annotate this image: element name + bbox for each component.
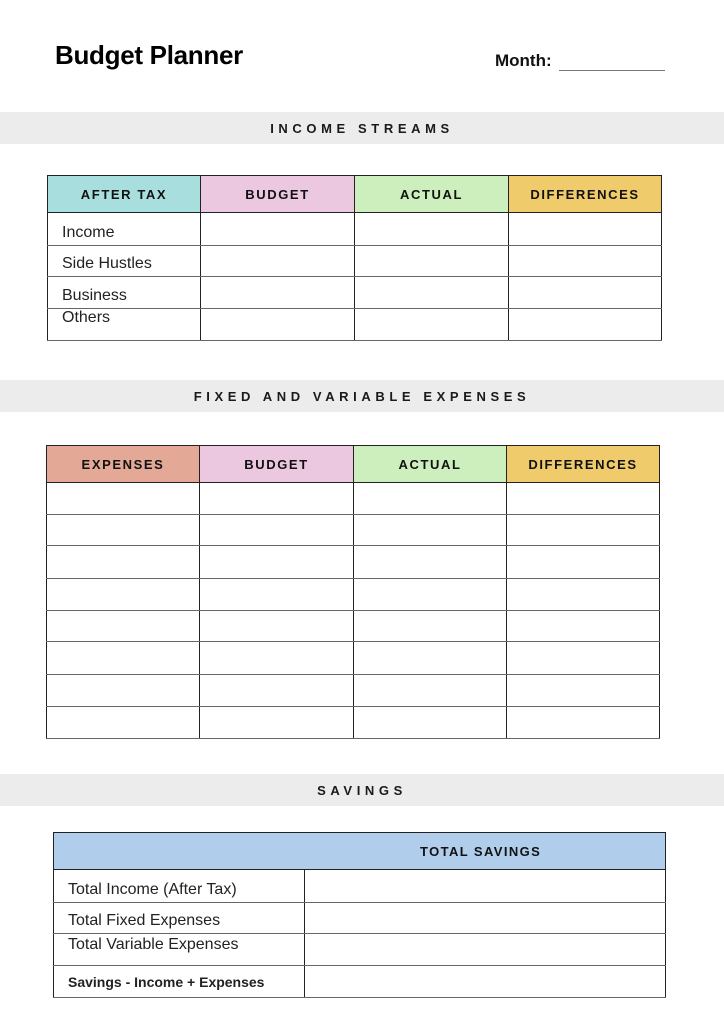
row-label-business: Business	[48, 277, 201, 309]
budget-cell[interactable]	[201, 309, 355, 341]
expense-name-cell[interactable]	[47, 483, 200, 515]
row-label-total-fixed-expenses: Total Fixed Expenses	[54, 903, 305, 934]
column-header-differences: DIFFERENCES	[507, 446, 660, 483]
expense-name-cell[interactable]	[47, 546, 200, 579]
differences-cell[interactable]	[507, 642, 660, 675]
income-header-row	[48, 176, 662, 213]
total-variable-expenses-value-cell[interactable]	[305, 934, 666, 966]
total-income-value-cell[interactable]	[305, 870, 666, 903]
column-header-actual: ACTUAL	[355, 176, 509, 213]
table-row	[47, 546, 660, 579]
budget-cell[interactable]	[201, 277, 355, 309]
actual-cell[interactable]	[355, 213, 509, 246]
differences-cell[interactable]	[507, 707, 660, 739]
actual-cell[interactable]	[354, 546, 507, 579]
table-row	[48, 309, 662, 341]
table-row	[48, 246, 662, 277]
differences-cell[interactable]	[509, 246, 662, 277]
expense-name-cell[interactable]	[47, 675, 200, 707]
expense-name-cell[interactable]	[47, 707, 200, 739]
row-label-total-variable-expenses: Total Variable Expenses	[54, 934, 305, 966]
differences-cell[interactable]	[507, 515, 660, 546]
budget-cell[interactable]	[200, 483, 354, 515]
income-table	[47, 175, 662, 341]
table-row	[47, 642, 660, 675]
savings-table	[53, 832, 666, 998]
budget-cell[interactable]	[200, 707, 354, 739]
table-row	[54, 934, 666, 966]
table-row	[47, 579, 660, 611]
column-header-after-tax: AFTER TAX	[48, 176, 201, 213]
expense-name-cell[interactable]	[47, 611, 200, 642]
actual-cell[interactable]	[355, 277, 509, 309]
expense-name-cell[interactable]	[47, 579, 200, 611]
expense-name-cell[interactable]	[47, 515, 200, 546]
expenses-header-row	[47, 446, 660, 483]
table-row	[54, 903, 666, 934]
row-label-savings-formula: Savings - Income + Expenses	[54, 966, 305, 998]
actual-cell[interactable]	[354, 515, 507, 546]
total-fixed-expenses-value-cell[interactable]	[305, 903, 666, 934]
column-header-differences: DIFFERENCES	[509, 176, 662, 213]
differences-cell[interactable]	[507, 675, 660, 707]
actual-cell[interactable]	[354, 707, 507, 739]
actual-cell[interactable]	[355, 246, 509, 277]
budget-cell[interactable]	[200, 611, 354, 642]
column-header-budget: BUDGET	[201, 176, 355, 213]
table-row	[54, 966, 666, 998]
table-row	[48, 277, 662, 309]
table-row	[54, 870, 666, 903]
table-row	[47, 707, 660, 739]
actual-cell[interactable]	[354, 675, 507, 707]
savings-section-header: SAVINGS	[0, 774, 724, 806]
budget-cell[interactable]	[200, 546, 354, 579]
differences-cell[interactable]	[507, 611, 660, 642]
budget-cell[interactable]	[200, 515, 354, 546]
differences-cell[interactable]	[509, 213, 662, 246]
savings-header-row	[54, 833, 666, 870]
table-row	[47, 611, 660, 642]
row-label-income: Income	[48, 213, 201, 246]
actual-cell[interactable]	[354, 579, 507, 611]
expense-name-cell[interactable]	[47, 642, 200, 675]
actual-cell[interactable]	[354, 642, 507, 675]
column-header-expenses: EXPENSES	[47, 446, 200, 483]
differences-cell[interactable]	[507, 579, 660, 611]
differences-cell[interactable]	[507, 546, 660, 579]
budget-cell[interactable]	[201, 246, 355, 277]
month-label: Month:	[495, 51, 552, 70]
month-field	[495, 51, 665, 71]
table-row	[47, 675, 660, 707]
row-label-total-income: Total Income (After Tax)	[54, 870, 305, 903]
income-streams-section-header: INCOME STREAMS	[0, 112, 724, 144]
table-row	[47, 515, 660, 546]
table-row	[48, 213, 662, 246]
row-label-others: Others	[48, 309, 201, 341]
budget-cell[interactable]	[200, 579, 354, 611]
budget-cell[interactable]	[201, 213, 355, 246]
actual-cell[interactable]	[355, 309, 509, 341]
page-title: Budget Planner	[55, 40, 243, 70]
column-header-actual: ACTUAL	[354, 446, 507, 483]
actual-cell[interactable]	[354, 483, 507, 515]
budget-cell[interactable]	[200, 675, 354, 707]
differences-cell[interactable]	[509, 309, 662, 341]
row-label-side-hustles: Side Hustles	[48, 246, 201, 277]
column-header-total-savings: TOTAL SAVINGS	[54, 833, 666, 870]
savings-value-cell[interactable]	[305, 966, 666, 998]
table-row	[47, 483, 660, 515]
column-header-budget: BUDGET	[200, 446, 354, 483]
actual-cell[interactable]	[354, 611, 507, 642]
differences-cell[interactable]	[507, 483, 660, 515]
expenses-table	[46, 445, 660, 739]
month-input-line[interactable]	[559, 56, 665, 71]
budget-cell[interactable]	[200, 642, 354, 675]
differences-cell[interactable]	[509, 277, 662, 309]
expenses-section-header: FIXED AND VARIABLE EXPENSES	[0, 380, 724, 412]
